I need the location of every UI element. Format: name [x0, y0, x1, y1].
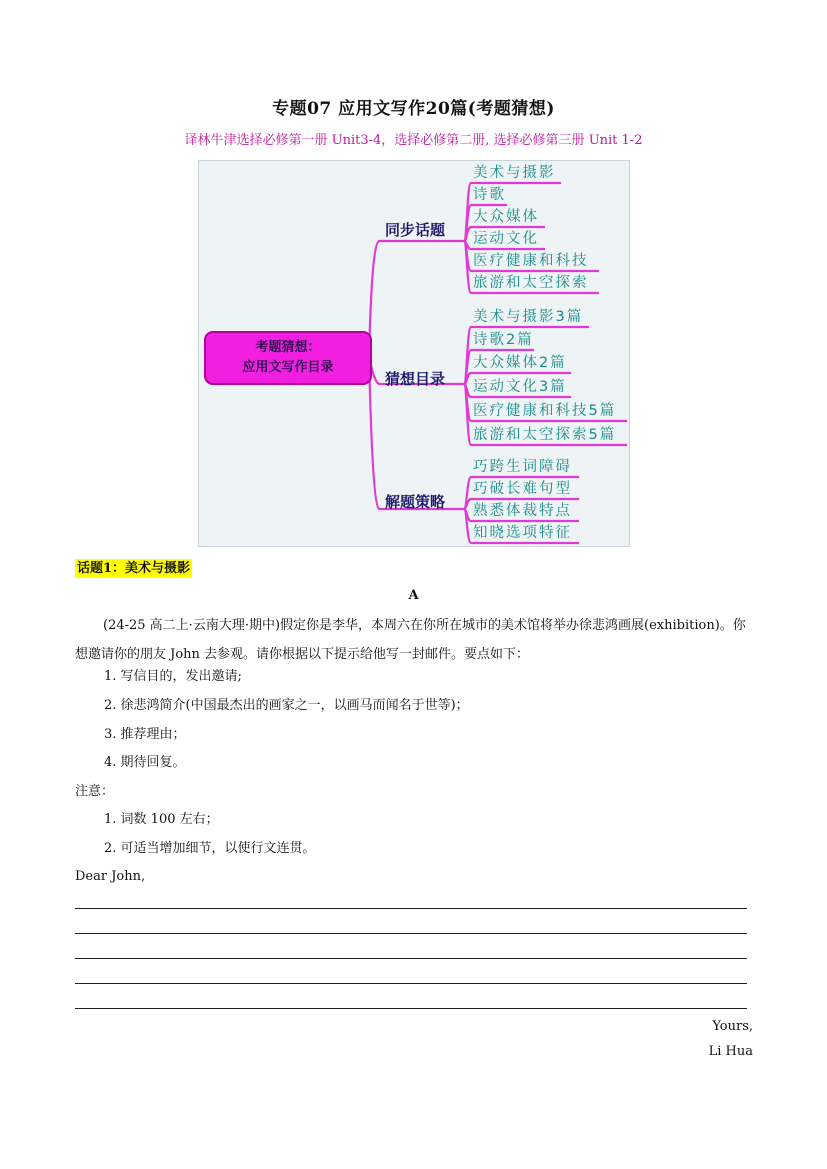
writing-line: [75, 958, 747, 959]
leaf-item: 大众媒体2篇: [473, 355, 567, 371]
signature: Li Hua: [708, 1044, 753, 1059]
writing-line: [75, 983, 747, 984]
leaf-item: 医疗健康和科技5篇: [473, 403, 617, 419]
leaf-item: 医疗健康和科技: [473, 253, 589, 269]
writing-line: [75, 1008, 747, 1009]
leaf-item: 诗歌: [473, 187, 506, 203]
leaf-item: 知晓选项特征: [473, 525, 572, 541]
prompt-paragraph: (24-25 高二上·云南大理·期中)假定你是李华，本周六在你所在城市的美术馆将举办徐悲鸿画展(exhibition)。你想邀请你的朋友 John 去参观。请你根据以下提示给他写一封邮件。要点如下：: [75, 618, 746, 662]
leaf-item: 旅游和太空探索: [473, 275, 589, 291]
leaf-item: 诗歌2篇: [473, 332, 534, 348]
leaf-item: 美术与摄影: [473, 165, 556, 181]
mind-map-root-line1: 考题猜想：: [255, 340, 321, 355]
salutation: Dear John,: [75, 869, 146, 884]
point-item: 2. 徐悲鸿简介(中国最杰出的画家之一，以画马而闻名于世等)；: [104, 698, 469, 713]
branch-strategies: 解题策略: [385, 493, 446, 511]
mind-map-root: [204, 331, 372, 385]
note-label: 注意：: [75, 784, 115, 799]
branch-sync-topics: 同步话题: [385, 221, 446, 239]
closing: Yours,: [712, 1019, 753, 1034]
point-item: 1. 写信目的，发出邀请;: [104, 669, 242, 684]
mind-map-root-line2: 应用文写作目录: [242, 360, 334, 375]
leaf-item: 运动文化: [473, 231, 539, 247]
page-title: 专题07 应用文写作20篇(考题猜想): [272, 99, 555, 119]
page-subtitle: 译林牛津选择必修第一册 Unit3-4，选择必修第二册, 选择必修第三册 Unit 1-2: [184, 133, 643, 148]
leaf-item: 大众媒体: [473, 209, 539, 225]
writing-line: [75, 933, 747, 934]
note-item: 1. 词数 100 左右；: [104, 812, 219, 827]
point-item: 3. 推荐理由；: [104, 727, 186, 742]
leaf-item: 美术与摄影3篇: [473, 309, 584, 325]
mind-map: [198, 160, 630, 547]
leaf-item: 熟悉体裁特点: [473, 503, 572, 519]
leaf-item: 巧破长难句型: [473, 481, 572, 497]
leaf-item: 旅游和太空探索5篇: [473, 427, 617, 443]
topic-heading: 话题1：美术与摄影: [77, 561, 191, 576]
note-item: 2. 可适当增加细节，以使行文连贯。: [104, 841, 316, 856]
leaf-item: 巧跨生词障碍: [473, 459, 572, 475]
branch-prediction-index: 猜想目录: [385, 370, 446, 388]
point-item: 4. 期待回复。: [104, 755, 186, 770]
leaf-item: 运动文化3篇: [473, 379, 567, 395]
writing-line: [75, 908, 747, 909]
section-label: A: [408, 588, 419, 603]
